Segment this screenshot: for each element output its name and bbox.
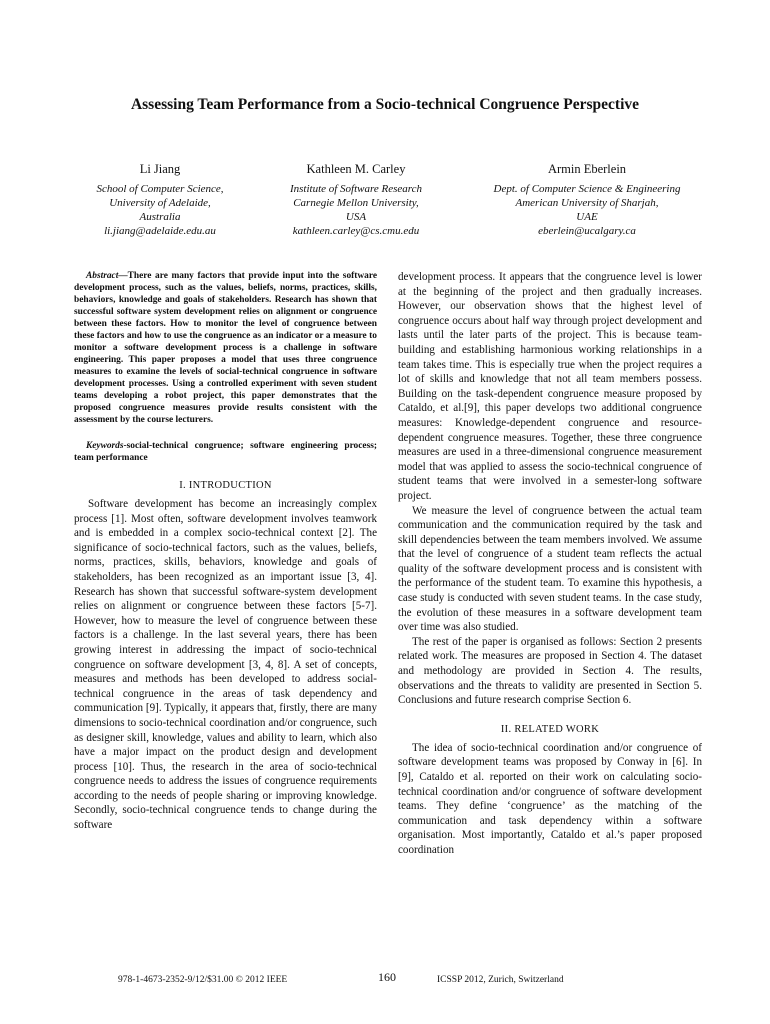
introduction-paragraph-3: The rest of the paper is organised as follows: Section 2 presents related work. The measures are proposed in Section 4. The dataset and methodology are provided in Section 4. The results, observations and the threats to validity are presented in Section 5. Conclusions and future research comprise Section 6. — [398, 635, 702, 707]
author-block-2 — [251, 162, 461, 238]
keywords-label: Keywords — [86, 441, 124, 451]
author-affiliation-line: Carnegie Mellon University, — [293, 197, 419, 209]
author-affiliation-line: Institute of Software Research — [289, 183, 423, 195]
keywords — [74, 440, 377, 464]
author-name: Kathleen M. Carley — [306, 162, 406, 176]
author-name: Li Jiang — [139, 162, 181, 176]
author-block-3 — [472, 162, 702, 238]
introduction-paragraph-2: We measure the level of congruence between the actual team communication and the communication required by the task and skill dependencies between the team members involved. We assume that the level of congruence of a student team reflects the actual quality of the software development process and is consistent with the performance of the student team. To examine this hypothesis, a case study is conducted with seven student teams. In the case study, the evolution of these measures in a software development team over time was also studied. — [398, 504, 702, 634]
author-affiliation-line: UAE — [576, 211, 598, 223]
author-email: eberlein@ucalgary.ca — [538, 225, 636, 237]
author-affiliation-line: University of Adelaide, — [109, 197, 211, 209]
section-heading-introduction: I. INTRODUCTION — [179, 480, 272, 491]
abstract — [74, 270, 377, 426]
introduction-paragraph: Software development has become an increasingly complex process [1]. Most often, software development involves teamwork and is embedded in a complex socio-technical context [2]. The significance of socio-technical factors, such as the values, beliefs, norms, practices, skills, behaviors, knowledge and goals of stakeholders, has been recognized as an important issue [3, 4]. Research has shown that successful software-system development relies on alignment or congruence between these factors [5-7]. However, how to measure the level of congruence between these factors is a challenge. In the last several years, there has been growing interest in addressing the impact of socio-technical congruence on software development [3, 4, 8]. A set of concepts, measures and methods has been developed to address social-technical congruence in the areas of task dependency and communication [9]. Typically, it appears that, firstly, there are many dimensions to socio-technical coordination and/or congruence, such as designer skill, knowledge, values and ability to learn, which also have a major impact on the product design and development process [10]. Thus, the research in the area of socio-technical congruence needs to address the issues of congruence requirements according to the needs of people sharing or improving knowledge. Secondly, socio-technical congruence tends to change during the software — [74, 498, 377, 832]
author-affiliation-line: School of Computer Science, — [96, 183, 224, 195]
author-email: kathleen.carley@cs.cmu.edu — [292, 225, 420, 237]
footer-venue: ICSSP 2012, Zurich, Switzerland — [437, 975, 564, 985]
author-affiliation-line: Australia — [139, 211, 181, 223]
author-affiliation-line: USA — [345, 211, 367, 223]
author-name: Armin Eberlein — [547, 162, 627, 176]
author-affiliation-line: Dept. of Computer Science & Engineering — [493, 183, 681, 195]
section-heading-related-work: II. RELATED WORK — [500, 723, 600, 735]
author-email: li.jiang@adelaide.edu.au — [104, 225, 216, 237]
paper-title: Assessing Team Performance from a Socio-technical Congruence Perspective — [130, 96, 640, 113]
author-affiliation-line: American University of Sharjah, — [515, 197, 659, 209]
related-work-paragraph: The idea of socio-technical coordination and/or congruence of software development teams was proposed by Conway in [6]. In [9], Cataldo et al. reported on their work on calculating socio-technical coordination and/or congruence of software development teams. They define ‘congruence’ as the matching of the communication and task dependency within a software organisation. Most importantly, Cataldo et al.’s paper proposed coordination — [398, 741, 702, 856]
footer-isbn: 978-1-4673-2352-9/12/$31.00 © 2012 IEEE — [118, 975, 288, 985]
right-column — [398, 270, 702, 858]
page-number: 160 — [378, 970, 396, 984]
abstract-text: —There are many factors that provide input into the software development process, such as the values, beliefs, norms, practices, skills, behaviors, knowledge and goals of stakeholders. Research has shown that successful software system development relies on alignment or congruence between these factors. How to monitor the level of congruence between these factors and how to use the congruence as an indicator or a measure to monitor a software development process is a challenge in software engineering. This paper proposes a model that uses three congruence measures to examine the levels of social-technical congruence in software development processes. Using a controlled experiment with seven student teams developing a robot project, this paper demonstrates that the proposed congruence measures provide results consistent with the assessment by the course lecturers. — [74, 271, 377, 425]
author-block-1 — [55, 162, 265, 238]
keywords-text: -social-technical congruence; software engineering process; team performance — [74, 441, 377, 463]
left-column — [74, 270, 377, 833]
introduction-continuation: development process. It appears that the congruence level is lower at the beginning of the project and then gradually increases. However, our observation shows that the highest level of congruence occurs about half way through project development and lasts until the later parts of the project. This is because team-building and establishing harmonious working relationships in a team takes time. This is especially true when the project requires a lot of skills and knowledge that not all team members possess. Building on the task-dependent congruence measure proposed by Cataldo, et al.[9], this paper develops two additional congruence measures: Knowledge-dependent congruence and resource-dependent congruence measures. Together, these three congruence measures are used in a three-dimensional congruence measurement model that was applied to assess the socio-technical congruence of student teams that were involved in a semester-long software project. — [398, 271, 702, 502]
abstract-label: Abstract — [86, 271, 119, 281]
